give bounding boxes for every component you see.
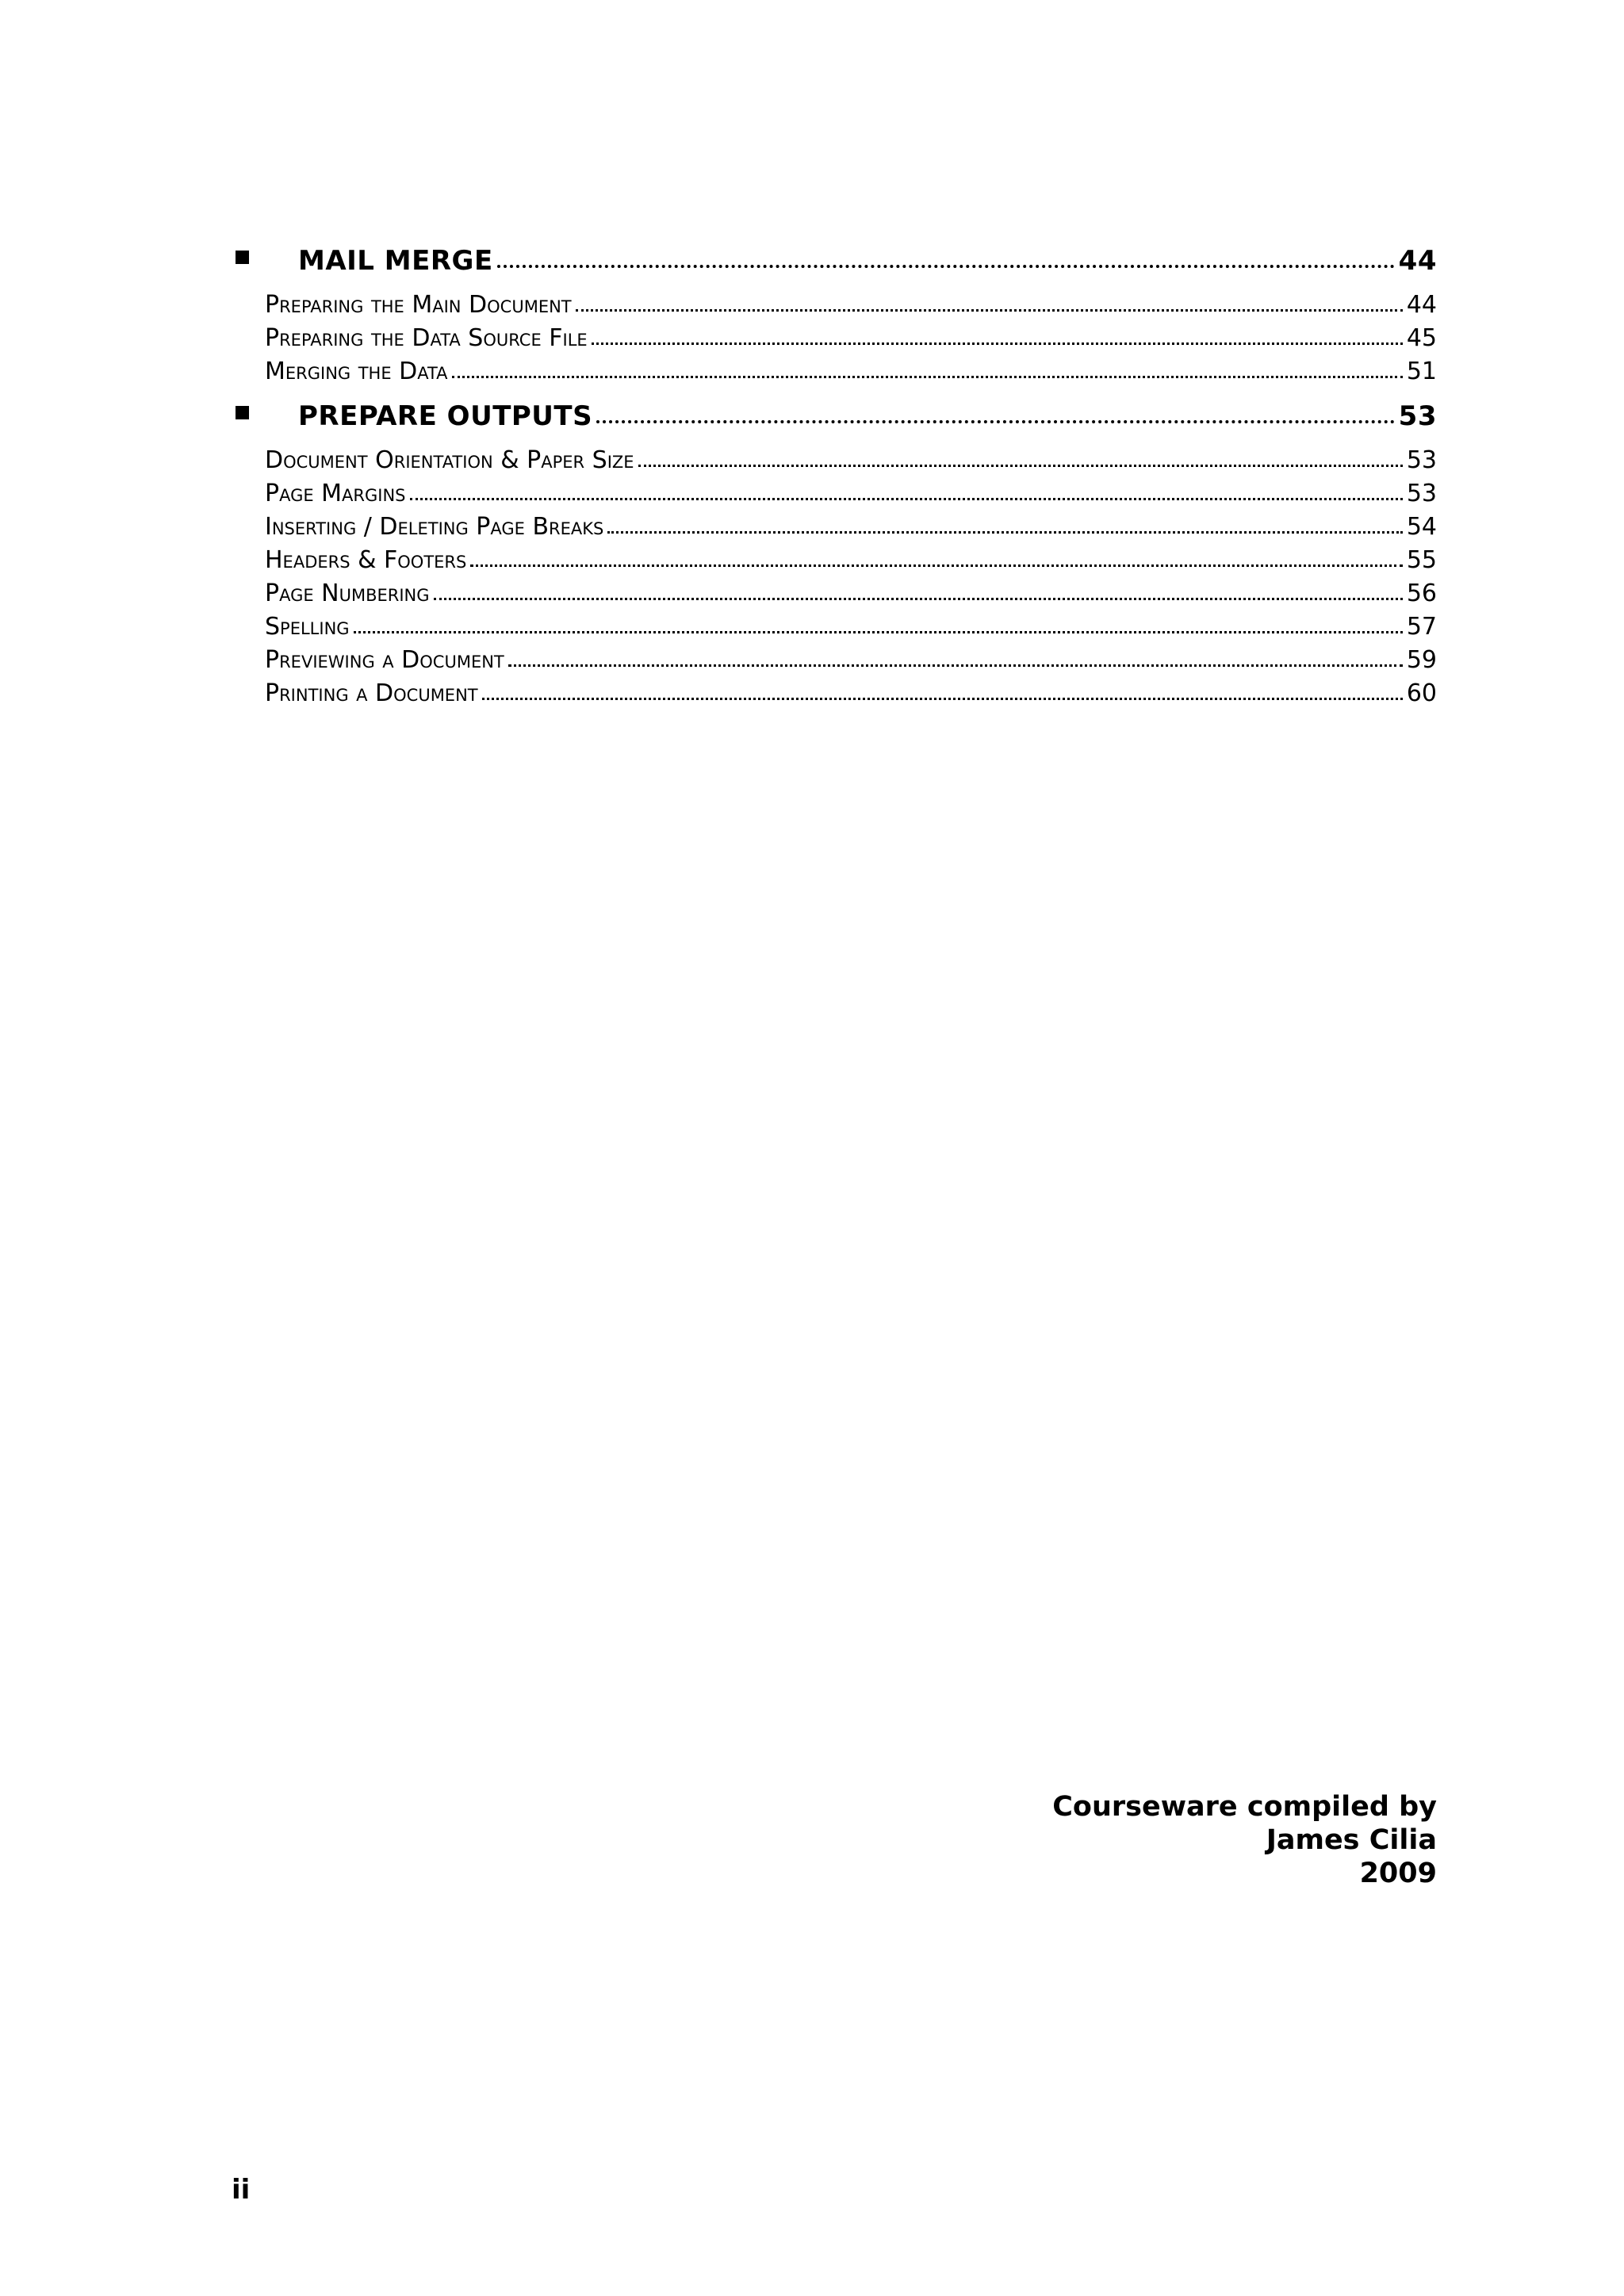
toc-entry-title: Page Numbering — [265, 580, 430, 607]
credits-line-author: James Cilia — [1266, 1824, 1437, 1856]
toc-entry-title: Document Orientation & Paper Size — [265, 446, 634, 474]
toc-entry-title: Headers & Footers — [265, 546, 467, 574]
toc-entry-page-margins[interactable] — [232, 473, 1437, 506]
toc-section-mail-merge[interactable] — [232, 235, 1437, 277]
toc-entry-page: 56 — [1406, 580, 1437, 607]
author-credits — [1052, 1790, 1437, 1890]
square-bullet-icon — [236, 406, 249, 419]
toc-entry-headers-footers[interactable] — [232, 539, 1437, 572]
toc-section-prepare-outputs[interactable] — [232, 390, 1437, 430]
table-of-contents — [232, 235, 1437, 706]
dot-leader — [410, 498, 1403, 500]
toc-entry-page: 44 — [1406, 291, 1437, 319]
toc-entry-title: Previewing a Document — [265, 646, 504, 674]
toc-entry-page: 51 — [1406, 358, 1437, 385]
toc-entry-page: 57 — [1406, 613, 1437, 641]
dot-leader — [576, 309, 1403, 312]
dot-leader — [470, 564, 1402, 567]
dot-leader — [434, 598, 1403, 600]
toc-section-page: 44 — [1398, 245, 1437, 277]
toc-entry-title: Printing a Document — [265, 679, 478, 707]
toc-section-title: PREPARE OUTPUTS — [298, 400, 593, 432]
credits-line-compiled-by: Courseware compiled by — [1052, 1791, 1437, 1823]
dot-leader — [354, 631, 1403, 633]
dot-leader — [638, 465, 1403, 467]
toc-entry-page: 60 — [1406, 679, 1437, 707]
toc-entry-page: 59 — [1406, 646, 1437, 674]
toc-entry-page: 55 — [1406, 546, 1437, 574]
dot-leader — [452, 376, 1403, 378]
toc-entry-title: Page Margins — [265, 480, 406, 507]
toc-section-page: 53 — [1398, 400, 1437, 432]
dot-leader — [592, 342, 1403, 345]
credits-line-year: 2009 — [1359, 1858, 1437, 1889]
toc-entry-preparing-main-document[interactable] — [232, 284, 1437, 317]
toc-entry-title: Inserting / Deleting Page Breaks — [265, 513, 604, 541]
toc-entry-page-numbering[interactable] — [232, 572, 1437, 606]
toc-entry-title: Preparing the Data Source File — [265, 324, 588, 352]
toc-entry-printing-document[interactable] — [232, 672, 1437, 706]
dot-leader — [497, 265, 1395, 268]
dot-leader — [607, 531, 1402, 534]
square-bullet-icon — [236, 251, 249, 264]
toc-entry-page: 54 — [1406, 513, 1437, 541]
dot-leader — [482, 698, 1403, 700]
toc-entry-spelling[interactable] — [232, 606, 1437, 639]
toc-entry-document-orientation[interactable] — [232, 439, 1437, 473]
toc-entry-merging-the-data[interactable] — [232, 350, 1437, 384]
toc-entry-page-breaks[interactable] — [232, 506, 1437, 539]
toc-entry-page: 53 — [1406, 480, 1437, 507]
toc-entry-page: 53 — [1406, 446, 1437, 474]
toc-entry-title: Preparing the Main Document — [265, 291, 572, 319]
toc-entry-preparing-data-source-file[interactable] — [232, 317, 1437, 350]
toc-section-title: MAIL MERGE — [298, 245, 493, 277]
toc-entry-title: Merging the Data — [265, 358, 448, 385]
dot-leader — [508, 664, 1403, 667]
toc-entry-title: Spelling — [265, 613, 350, 641]
dot-leader — [596, 420, 1395, 423]
page-number: ii — [232, 2174, 251, 2206]
toc-entry-previewing-document[interactable] — [232, 639, 1437, 672]
toc-entry-page: 45 — [1406, 324, 1437, 352]
